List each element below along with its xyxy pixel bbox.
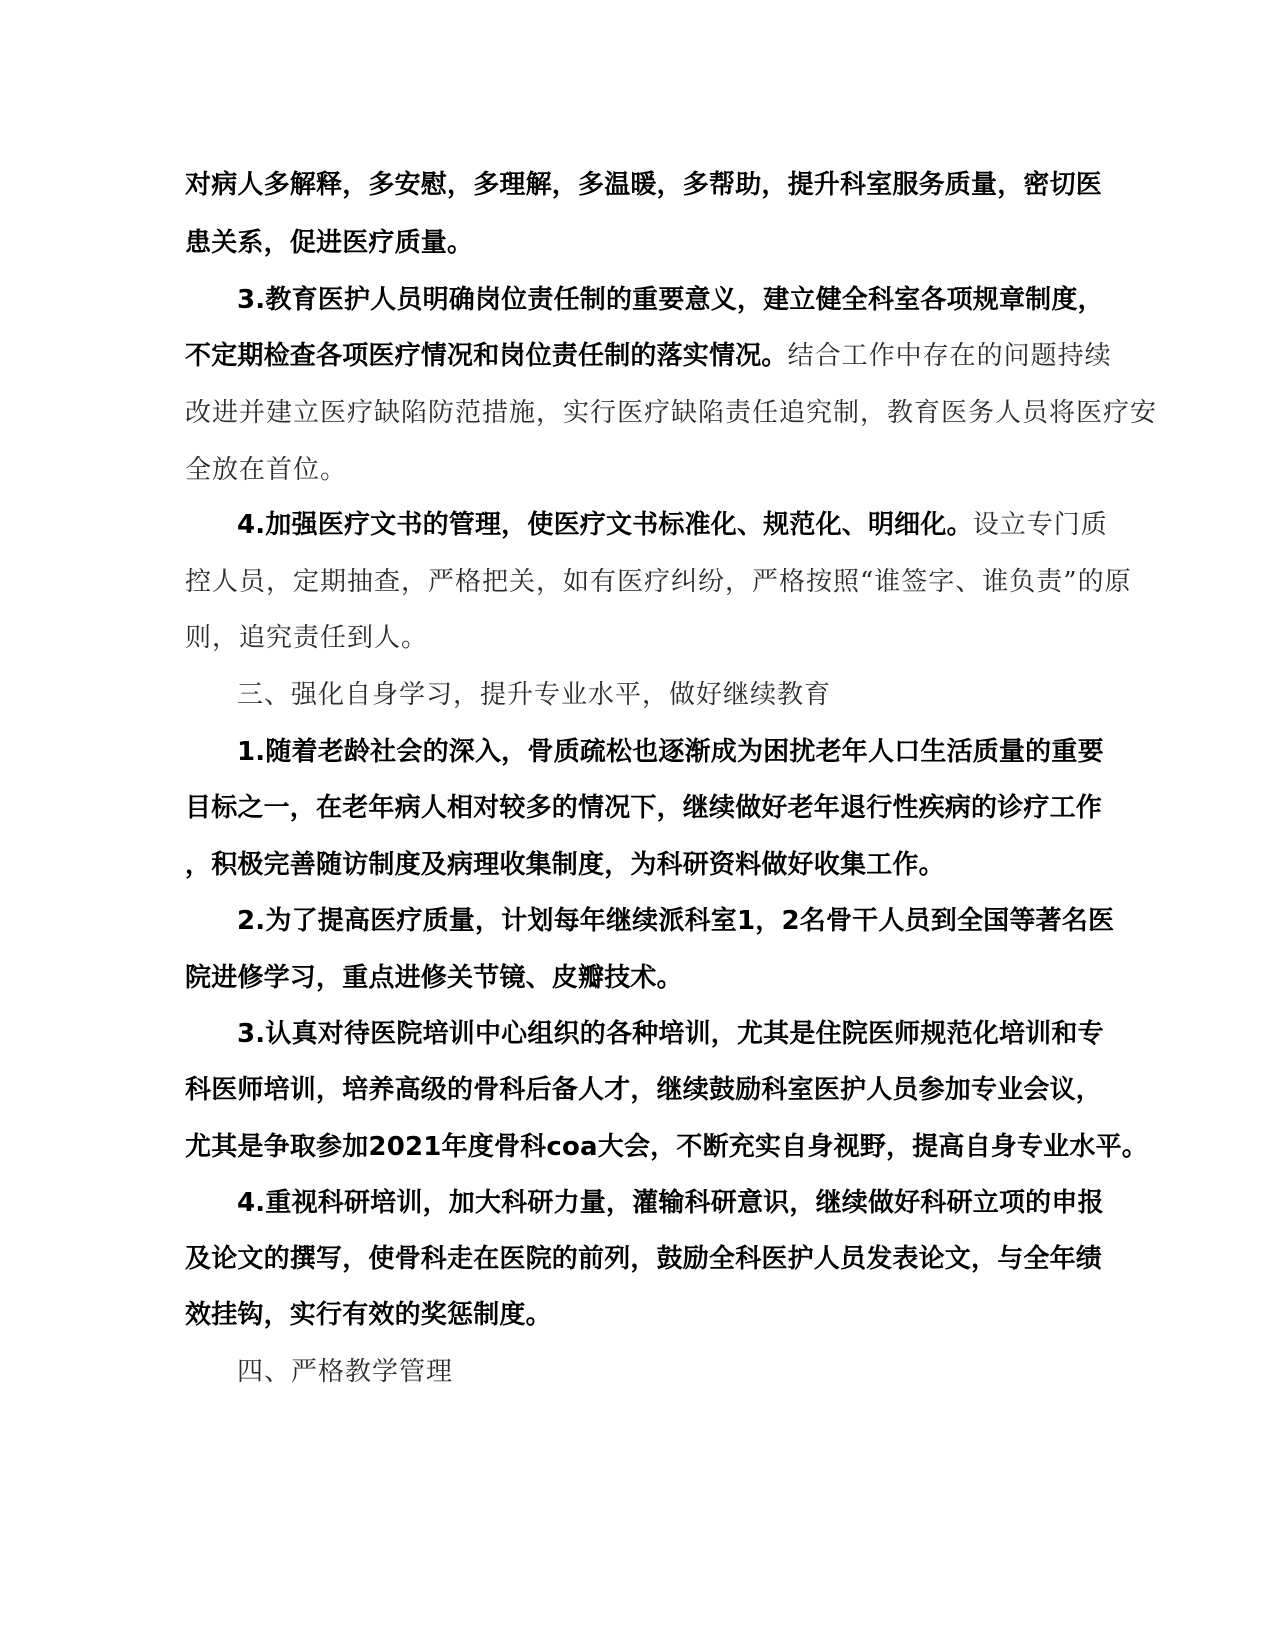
paragraph-line: 目标之一，在老年病人相对较多的情况下，继续做好老年退行性疾病的诊疗工作	[185, 793, 1103, 823]
paragraph-line: 患关系，促进医疗质量。	[185, 228, 474, 258]
paragraph-line: 2.为了提高医疗质量，计划每年继续派科室1，2名骨干人员到全国等著名医	[237, 906, 1115, 936]
paragraph-line	[185, 341, 1112, 371]
paragraph-line	[237, 510, 1108, 540]
paragraph-line: 尤其是争取参加2021年度骨科coa大会，不断充实自身视野，提高自身专业水平。	[185, 1132, 1148, 1162]
paragraph-line: 改进并建立医疗缺陷防范措施，实行医疗缺陷责任追究制，教育医务人员将医疗安	[185, 398, 1158, 428]
paragraph-bold-segment: 4.加强医疗文书的管理，使医疗文书标准化、规范化、明细化。	[237, 510, 973, 540]
paragraph-bold-segment: 不定期检查各项医疗情况和岗位责任制的落实情况。	[185, 341, 788, 371]
paragraph-line: 对病人多解释，多安慰，多理解，多温暖，多帮助，提升科室服务质量，密切医	[185, 170, 1103, 200]
paragraph-normal-segment: 设立专门质	[972, 510, 1108, 540]
paragraph-line: 4.重视科研培训，加大科研力量，灌输科研意识，继续做好科研立项的申报	[237, 1188, 1104, 1218]
paragraph-line: ，积极完善随访制度及病理收集制度，为科研资料做好收集工作。	[185, 850, 945, 880]
paragraph-line: 效挂钩，实行有效的奖惩制度。	[185, 1300, 552, 1330]
paragraph-line: 1.随着老龄社会的深入，骨质疏松也逐渐成为困扰老年人口生活质量的重要	[237, 737, 1104, 767]
paragraph-line: 及论文的撰写，使骨科走在医院的前列，鼓励全科医护人员发表论文，与全年绩	[185, 1244, 1103, 1274]
section-heading: 四、严格教学管理	[237, 1357, 454, 1387]
paragraph-line: 3.认真对待医院培训中心组织的各种培训，尤其是住院医师规范化培训和专	[237, 1019, 1104, 1049]
paragraph-line: 科医师培训，培养高级的骨科后备人才，继续鼓励科室医护人员参加专业会议，	[185, 1075, 1103, 1105]
section-heading: 三、强化自身学习，提升专业水平，做好继续教育	[237, 680, 832, 710]
paragraph-line: 全放在首位。	[185, 455, 348, 485]
paragraph-line: 控人员，定期抽查，严格把关，如有医疗纠纷，严格按照“谁签字、谁负责”的原	[185, 567, 1132, 597]
paragraph-line: 则，追究责任到人。	[185, 623, 429, 653]
paragraph-line: 院进修学习，重点进修关节镜、皮瓣技术。	[185, 963, 683, 993]
paragraph-line: 3.教育医护人员明确岗位责任制的重要意义，建立健全科室各项规章制度，	[237, 285, 1104, 315]
paragraph-normal-segment: 结合工作中存在的问题持续	[787, 341, 1112, 371]
